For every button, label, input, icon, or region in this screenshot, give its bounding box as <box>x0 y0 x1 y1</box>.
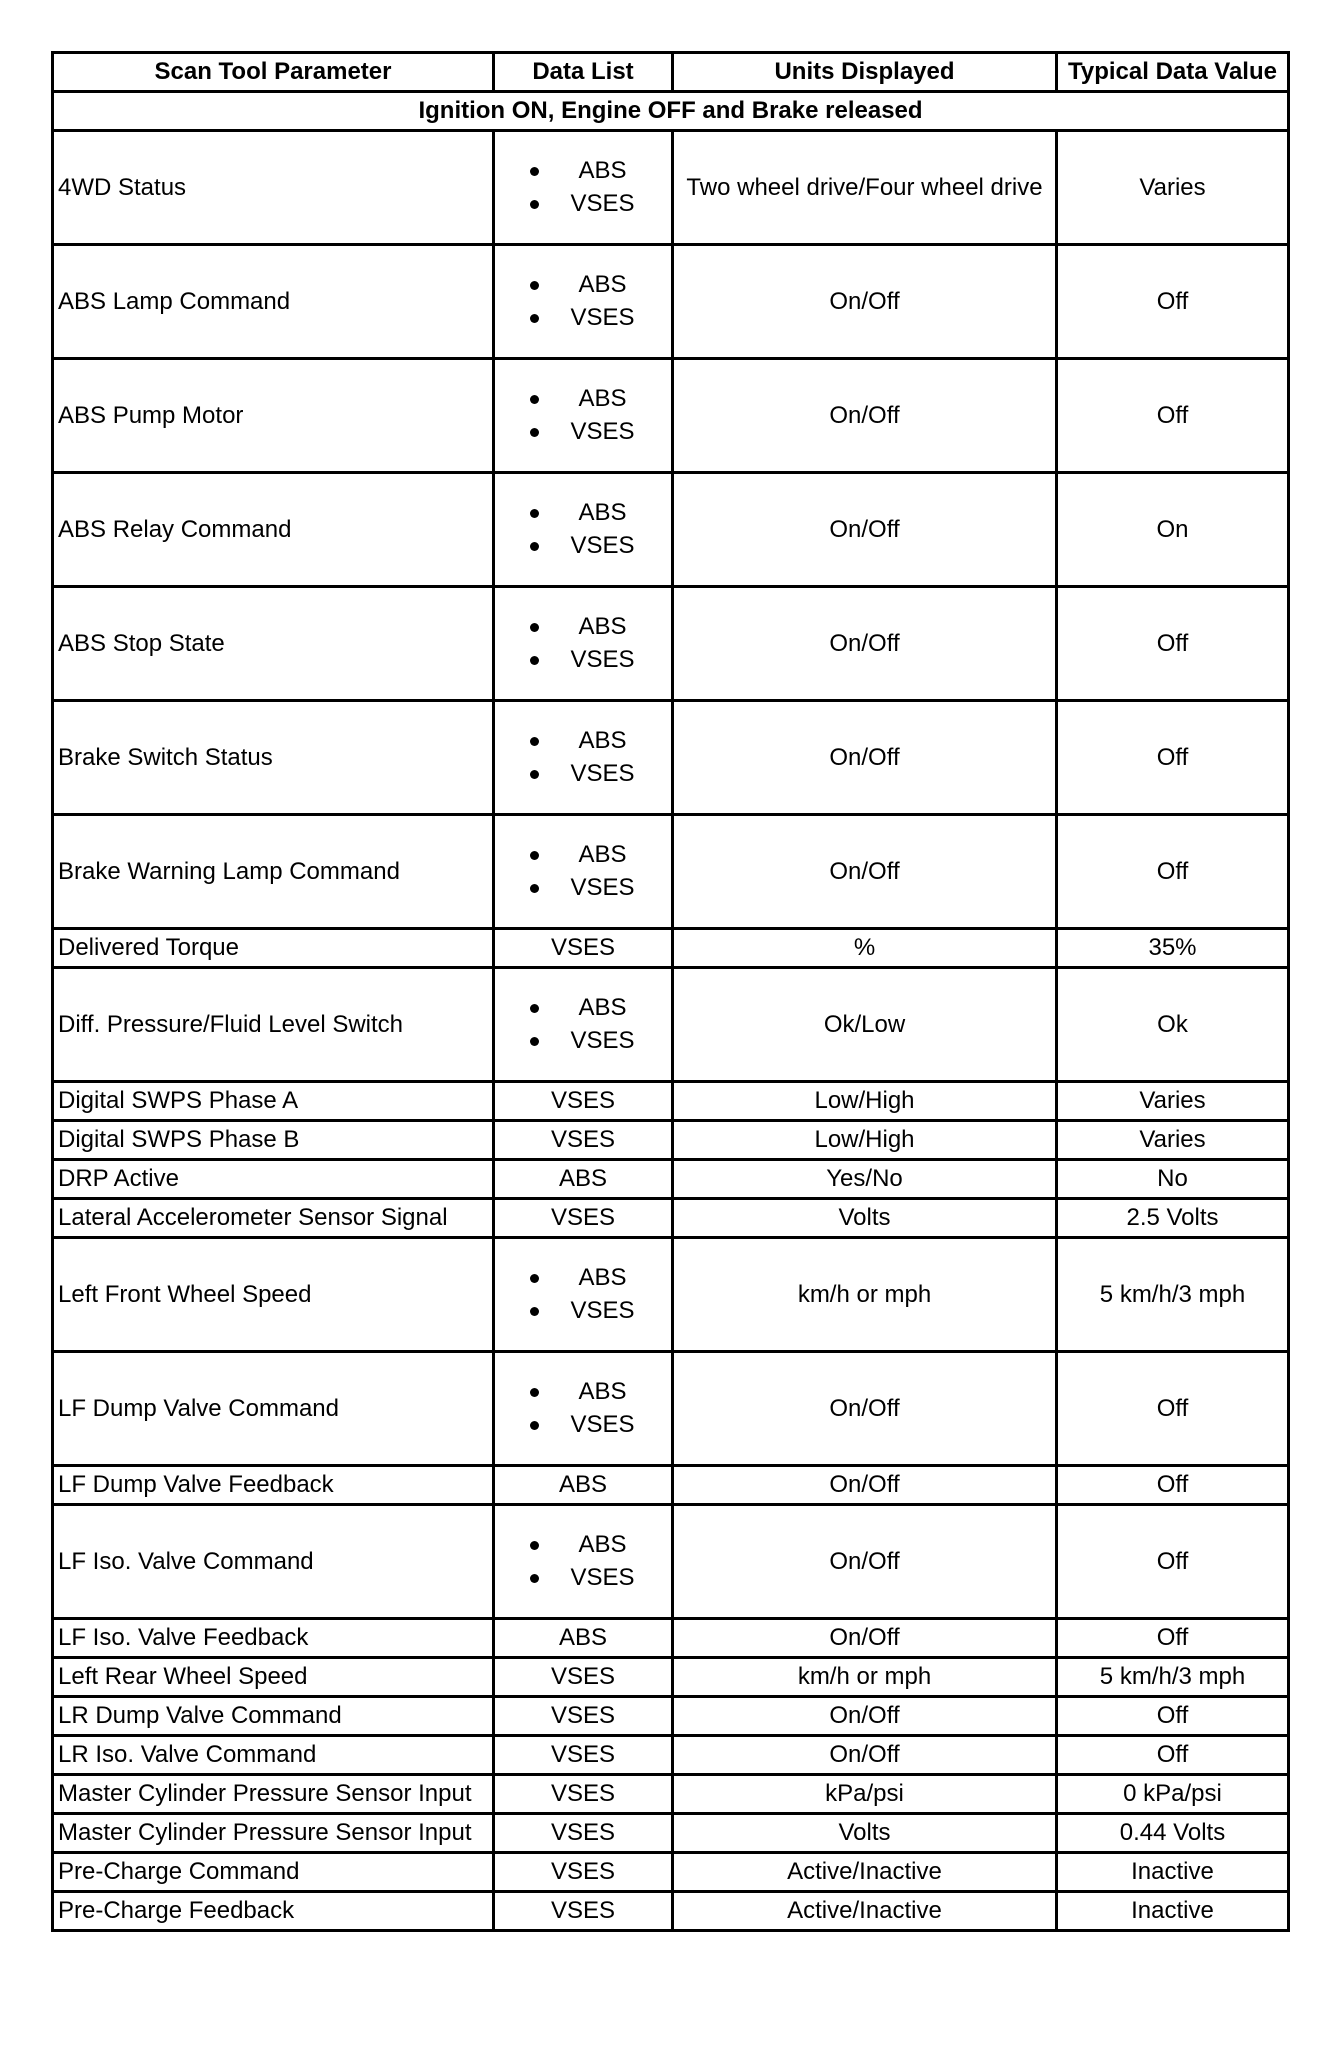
data-list-cell <box>494 587 673 701</box>
header-units: Units Displayed <box>673 53 1057 92</box>
parameter-cell: Pre-Charge Feedback <box>53 1892 494 1931</box>
units-cell: On/Off <box>673 1466 1057 1505</box>
table-row <box>53 929 1289 968</box>
bullet-icon <box>530 542 539 551</box>
data-list-item <box>530 839 637 872</box>
data-list-cell: VSES <box>494 1121 673 1160</box>
data-list-cell: ABS <box>494 1466 673 1505</box>
data-list-item <box>530 872 637 905</box>
bullet-icon <box>530 1037 539 1046</box>
bullet-icon <box>530 656 539 665</box>
data-list-cell <box>494 245 673 359</box>
units-cell: On/Off <box>673 1736 1057 1775</box>
data-list-cell: VSES <box>494 1736 673 1775</box>
bullet-icon <box>530 200 539 209</box>
data-list-item <box>530 725 637 758</box>
data-list-cell <box>494 701 673 815</box>
data-list-item <box>530 1376 637 1409</box>
header-parameter: Scan Tool Parameter <box>53 53 494 92</box>
typical-value-cell: 0.44 Volts <box>1057 1814 1289 1853</box>
data-list-cell <box>494 1505 673 1619</box>
data-list-item-label: VSES <box>570 760 635 788</box>
bullet-icon <box>530 1274 539 1283</box>
header-row <box>53 53 1289 92</box>
units-cell: Low/High <box>673 1121 1057 1160</box>
data-list-item <box>530 155 637 188</box>
units-cell: Yes/No <box>673 1160 1057 1199</box>
data-list-item <box>530 383 637 416</box>
units-cell: On/Off <box>673 701 1057 815</box>
parameter-cell: Digital SWPS Phase B <box>53 1121 494 1160</box>
data-list-item-label: VSES <box>570 1027 635 1055</box>
data-list-bullets <box>530 383 637 449</box>
data-list-item <box>530 497 637 530</box>
typical-value-cell: Varies <box>1057 1082 1289 1121</box>
typical-value-cell: Off <box>1057 1466 1289 1505</box>
parameter-cell: Diff. Pressure/Fluid Level Switch <box>53 968 494 1082</box>
data-list-item <box>530 992 637 1025</box>
data-list-cell: VSES <box>494 1775 673 1814</box>
parameter-cell: LF Dump Valve Feedback <box>53 1466 494 1505</box>
data-list-item-label: ABS <box>578 613 627 641</box>
parameter-cell: ABS Lamp Command <box>53 245 494 359</box>
data-list-item-label: ABS <box>578 157 627 185</box>
data-list-cell <box>494 359 673 473</box>
table-row <box>53 587 1289 701</box>
data-list-item <box>530 1562 637 1595</box>
typical-value-cell: Off <box>1057 1505 1289 1619</box>
data-list-item <box>530 758 637 791</box>
data-list-item-label: VSES <box>570 1411 635 1439</box>
data-list-cell: VSES <box>494 1814 673 1853</box>
data-list-item-label: ABS <box>578 1378 627 1406</box>
data-list-bullets <box>530 611 637 677</box>
units-cell: Active/Inactive <box>673 1853 1057 1892</box>
data-list-item-label: ABS <box>578 1531 627 1559</box>
bullet-icon <box>530 851 539 860</box>
table-row <box>53 815 1289 929</box>
units-cell: On/Off <box>673 473 1057 587</box>
data-list-bullets <box>530 1529 637 1595</box>
units-cell: On/Off <box>673 1697 1057 1736</box>
data-list-item-label: ABS <box>578 727 627 755</box>
typical-value-cell: On <box>1057 473 1289 587</box>
bullet-icon <box>530 884 539 893</box>
data-list-item-label: ABS <box>578 271 627 299</box>
table-row <box>53 1775 1289 1814</box>
table-row <box>53 1238 1289 1352</box>
parameter-cell: Pre-Charge Command <box>53 1853 494 1892</box>
units-cell: On/Off <box>673 245 1057 359</box>
data-list-item-label: ABS <box>578 1264 627 1292</box>
parameter-cell: LR Iso. Valve Command <box>53 1736 494 1775</box>
data-list-cell <box>494 131 673 245</box>
units-cell: On/Off <box>673 1352 1057 1466</box>
table-row <box>53 359 1289 473</box>
bullet-icon <box>530 281 539 290</box>
data-list-item-label: ABS <box>578 841 627 869</box>
parameter-cell: ABS Stop State <box>53 587 494 701</box>
data-list-cell: VSES <box>494 1697 673 1736</box>
data-list-item <box>530 188 637 221</box>
units-cell: km/h or mph <box>673 1658 1057 1697</box>
table-row <box>53 245 1289 359</box>
typical-value-cell: 0 kPa/psi <box>1057 1775 1289 1814</box>
data-list-item <box>530 302 637 335</box>
typical-value-cell: 2.5 Volts <box>1057 1199 1289 1238</box>
data-list-item-label: VSES <box>570 646 635 674</box>
data-list-cell <box>494 1352 673 1466</box>
table-row <box>53 1814 1289 1853</box>
parameter-cell: LF Dump Valve Command <box>53 1352 494 1466</box>
typical-value-cell: Off <box>1057 701 1289 815</box>
data-list-bullets <box>530 1376 637 1442</box>
parameter-cell: Brake Switch Status <box>53 701 494 815</box>
data-list-item-label: VSES <box>570 190 635 218</box>
data-list-item-label: VSES <box>570 532 635 560</box>
typical-value-cell: Off <box>1057 1736 1289 1775</box>
data-list-item-label: ABS <box>578 499 627 527</box>
bullet-icon <box>530 509 539 518</box>
typical-value-cell: Varies <box>1057 1121 1289 1160</box>
typical-value-cell: Inactive <box>1057 1892 1289 1931</box>
table-row <box>53 1505 1289 1619</box>
typical-value-cell: Off <box>1057 245 1289 359</box>
data-list-cell: VSES <box>494 1082 673 1121</box>
data-list-item-label: ABS <box>578 994 627 1022</box>
units-cell: On/Off <box>673 815 1057 929</box>
data-list-item <box>530 269 637 302</box>
table-row <box>53 1736 1289 1775</box>
data-list-cell: VSES <box>494 929 673 968</box>
data-list-cell <box>494 968 673 1082</box>
table-row <box>53 473 1289 587</box>
data-list-bullets <box>530 1262 637 1328</box>
parameter-cell: LF Iso. Valve Command <box>53 1505 494 1619</box>
table-row <box>53 1892 1289 1931</box>
bullet-icon <box>530 167 539 176</box>
typical-value-cell: No <box>1057 1160 1289 1199</box>
data-list-cell: ABS <box>494 1619 673 1658</box>
parameter-cell: LR Dump Valve Command <box>53 1697 494 1736</box>
typical-value-cell: Off <box>1057 1619 1289 1658</box>
parameter-cell: ABS Pump Motor <box>53 359 494 473</box>
parameter-cell: 4WD Status <box>53 131 494 245</box>
bullet-icon <box>530 1004 539 1013</box>
header-data-list: Data List <box>494 53 673 92</box>
units-cell: On/Off <box>673 587 1057 701</box>
data-list-item <box>530 416 637 449</box>
parameter-cell: Left Front Wheel Speed <box>53 1238 494 1352</box>
data-list-cell: ABS <box>494 1160 673 1199</box>
table-row <box>53 1697 1289 1736</box>
data-list-item <box>530 1025 637 1058</box>
bullet-icon <box>530 1421 539 1430</box>
bullet-icon <box>530 770 539 779</box>
units-cell: Volts <box>673 1199 1057 1238</box>
data-list-item-label: VSES <box>570 418 635 446</box>
header-typical-value: Typical Data Value <box>1057 53 1289 92</box>
data-list-bullets <box>530 839 637 905</box>
units-cell: % <box>673 929 1057 968</box>
typical-value-cell: 35% <box>1057 929 1289 968</box>
data-list-item <box>530 611 637 644</box>
table-row <box>53 1658 1289 1697</box>
parameter-cell: Left Rear Wheel Speed <box>53 1658 494 1697</box>
typical-value-cell: 5 km/h/3 mph <box>1057 1658 1289 1697</box>
data-list-item-label: VSES <box>570 874 635 902</box>
parameter-cell: Delivered Torque <box>53 929 494 968</box>
table-row <box>53 1082 1289 1121</box>
parameter-cell: DRP Active <box>53 1160 494 1199</box>
data-list-bullets <box>530 269 637 335</box>
bullet-icon <box>530 314 539 323</box>
units-cell: Ok/Low <box>673 968 1057 1082</box>
bullet-icon <box>530 395 539 404</box>
units-cell: kPa/psi <box>673 1775 1057 1814</box>
data-list-cell <box>494 473 673 587</box>
table-row <box>53 1199 1289 1238</box>
bullet-icon <box>530 623 539 632</box>
units-cell: Two wheel drive/Four wheel drive <box>673 131 1057 245</box>
data-list-cell: VSES <box>494 1892 673 1931</box>
units-cell: On/Off <box>673 359 1057 473</box>
data-list-cell <box>494 815 673 929</box>
bullet-icon <box>530 1388 539 1397</box>
data-list-cell: VSES <box>494 1853 673 1892</box>
bullet-icon <box>530 1574 539 1583</box>
table-row <box>53 1160 1289 1199</box>
bullet-icon <box>530 1307 539 1316</box>
parameter-cell: Digital SWPS Phase A <box>53 1082 494 1121</box>
typical-value-cell: Off <box>1057 359 1289 473</box>
data-list-item <box>530 1409 637 1442</box>
typical-value-cell: Off <box>1057 815 1289 929</box>
table-row <box>53 1466 1289 1505</box>
typical-value-cell: Inactive <box>1057 1853 1289 1892</box>
data-list-item-label: VSES <box>570 304 635 332</box>
data-list-cell: VSES <box>494 1658 673 1697</box>
table-row <box>53 701 1289 815</box>
parameter-cell: Brake Warning Lamp Command <box>53 815 494 929</box>
table-row <box>53 968 1289 1082</box>
units-cell: On/Off <box>673 1619 1057 1658</box>
data-list-item <box>530 1262 637 1295</box>
parameter-cell: ABS Relay Command <box>53 473 494 587</box>
bullet-icon <box>530 428 539 437</box>
typical-value-cell: Off <box>1057 587 1289 701</box>
data-list-item <box>530 644 637 677</box>
bullet-icon <box>530 737 539 746</box>
table-row <box>53 1619 1289 1658</box>
data-list-item-label: VSES <box>570 1297 635 1325</box>
parameter-cell: Master Cylinder Pressure Sensor Input <box>53 1775 494 1814</box>
data-list-item-label: ABS <box>578 385 627 413</box>
parameter-cell: Lateral Accelerometer Sensor Signal <box>53 1199 494 1238</box>
data-list-bullets <box>530 497 637 563</box>
bullet-icon <box>530 1541 539 1550</box>
typical-value-cell: Varies <box>1057 131 1289 245</box>
data-list-item <box>530 1295 637 1328</box>
condition-row <box>53 92 1289 131</box>
data-list-item <box>530 1529 637 1562</box>
data-list-bullets <box>530 992 637 1058</box>
table-row <box>53 131 1289 245</box>
data-list-bullets <box>530 725 637 791</box>
units-cell: Volts <box>673 1814 1057 1853</box>
typical-value-cell: Off <box>1057 1697 1289 1736</box>
data-list-cell <box>494 1238 673 1352</box>
typical-value-cell: Off <box>1057 1352 1289 1466</box>
units-cell: Active/Inactive <box>673 1892 1057 1931</box>
typical-value-cell: 5 km/h/3 mph <box>1057 1238 1289 1352</box>
parameter-cell: LF Iso. Valve Feedback <box>53 1619 494 1658</box>
parameter-cell: Master Cylinder Pressure Sensor Input <box>53 1814 494 1853</box>
table-row <box>53 1121 1289 1160</box>
table-row <box>53 1352 1289 1466</box>
table-row <box>53 1853 1289 1892</box>
units-cell: On/Off <box>673 1505 1057 1619</box>
typical-value-cell: Ok <box>1057 968 1289 1082</box>
data-list-bullets <box>530 155 637 221</box>
data-list-item <box>530 530 637 563</box>
data-list-item-label: VSES <box>570 1564 635 1592</box>
units-cell: Low/High <box>673 1082 1057 1121</box>
data-list-cell: VSES <box>494 1199 673 1238</box>
units-cell: km/h or mph <box>673 1238 1057 1352</box>
condition-label: Ignition ON, Engine OFF and Brake released <box>53 92 1289 131</box>
scan-tool-data-table <box>51 51 1290 1932</box>
